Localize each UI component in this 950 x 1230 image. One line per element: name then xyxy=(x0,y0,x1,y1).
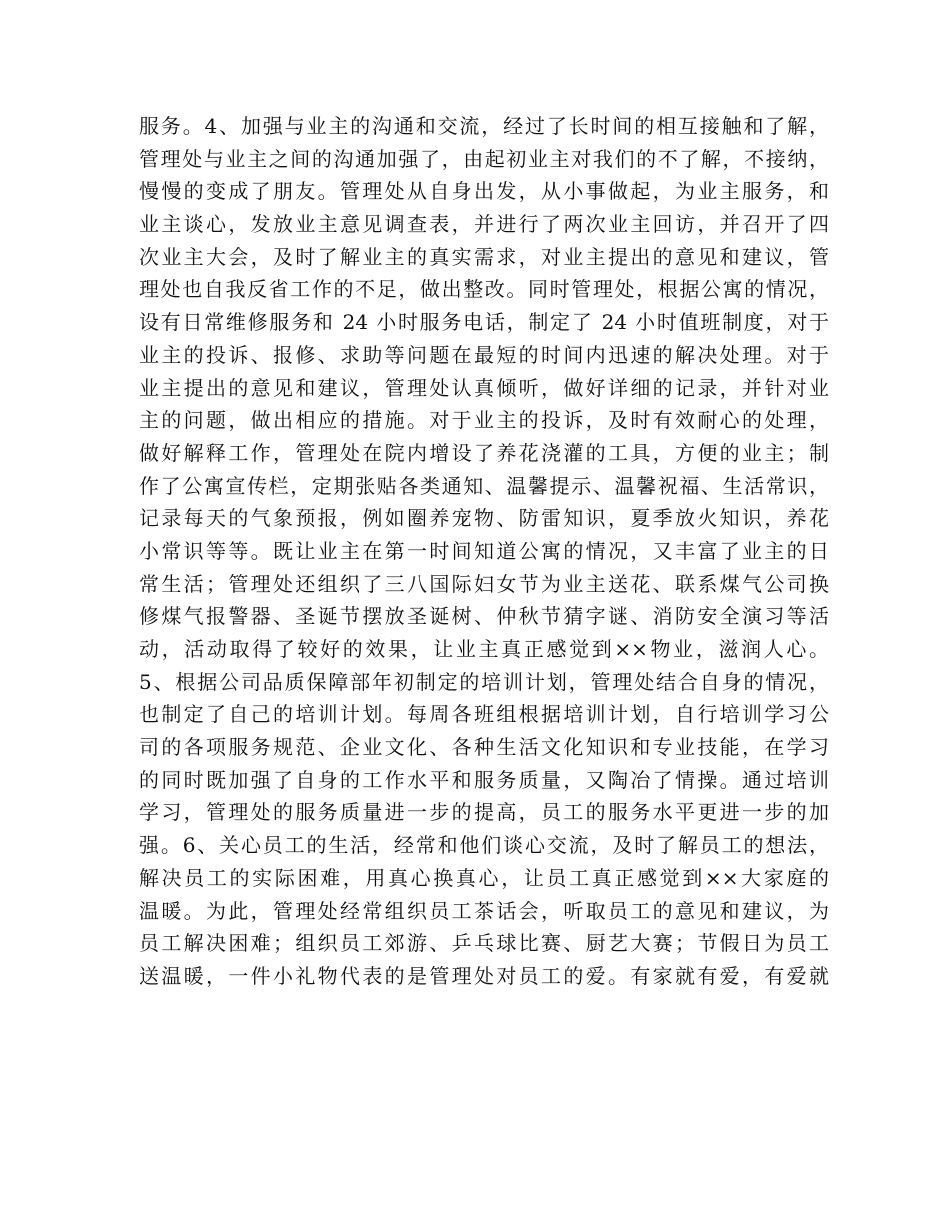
text-line: 温暖。为此，管理处经常组织员工茶话会，听取员工的意见和建议，为 xyxy=(139,898,829,923)
text-line: 业主提出的意见和建议，管理处认真倾听，做好详细的记录，并针对业 xyxy=(139,375,829,400)
text-line: 动，活动取得了较好的效果，让业主真正感觉到××物业，滋润人心。 xyxy=(139,637,829,661)
text-line: 业主谈心，发放业主意见调查表，并进行了两次业主回访，并召开了四 xyxy=(139,212,829,237)
text-line: 强。6、关心员工的生活，经常和他们谈心交流，及时了解员工的想法， xyxy=(139,833,829,858)
text-line: 也制定了自己的培训计划。每周各班组根据培训计划，自行培训学习公 xyxy=(139,702,829,727)
text-line: 学习，管理处的服务质量进一步的提高，员工的服务水平更进一步的加 xyxy=(139,800,829,825)
text-line: 小常识等等。既让业主在第一时间知道公寓的情况，又丰富了业主的日 xyxy=(139,538,829,563)
text-line: 记录每天的气象预报，例如圈养宠物、防雷知识，夏季放火知识，养花 xyxy=(139,506,829,531)
text-line: 次业主大会，及时了解业主的真实需求，对业主提出的意见和建议，管 xyxy=(139,244,829,269)
text-line: 慢慢的变成了朋友。管理处从自身出发，从小事做起，为业主服务，和 xyxy=(139,179,829,204)
text-line: 常生活；管理处还组织了三八国际妇女节为业主送花、联系煤气公司换 xyxy=(139,571,829,596)
text-line: 理处也自我反省工作的不足，做出整改。同时管理处，根据公寓的情况， xyxy=(139,277,829,302)
text-line: 5、根据公司品质保障部年初制定的培训计划，管理处结合自身的情况， xyxy=(139,669,829,694)
text-line: 员工解决困难；组织员工郊游、乒乓球比赛、厨艺大赛；节假日为员工 xyxy=(139,931,829,956)
text-line: 解决员工的实际困难，用真心换真心，让员工真正感觉到××大家庭的 xyxy=(139,865,829,890)
text-line: 服务。4、加强与业主的沟通和交流，经过了长时间的相互接触和了解， xyxy=(139,114,829,138)
text-line: 做好解释工作，管理处在院内增设了养花浇灌的工具，方便的业主；制 xyxy=(139,440,829,465)
text-line: 管理处与业主之间的沟通加强了，由起初业主对我们的不了解，不接纳， xyxy=(139,146,829,171)
text-line: 修煤气报警器、圣诞节摆放圣诞树、仲秋节猜字谜、消防安全演习等活 xyxy=(139,604,829,629)
text-line: 业主的投诉、报修、求助等问题在最短的时间内迅速的解决处理。对于 xyxy=(139,342,829,367)
text-line: 司的各项服务规范、企业文化、各种生活文化知识和专业技能，在学习 xyxy=(139,735,829,760)
text-line: 的同时既加强了自身的工作水平和服务质量，又陶冶了情操。通过培训 xyxy=(139,767,829,792)
text-line: 主的问题，做出相应的措施。对于业主的投诉，及时有效耐心的处理， xyxy=(139,408,829,433)
text-line: 作了公寓宣传栏，定期张贴各类通知、温馨提示、温馨祝福、生活常识， xyxy=(139,473,829,498)
body-text xyxy=(139,110,829,993)
text-line: 送温暖，一件小礼物代表的是管理处对员工的爱。有家就有爱，有爱就 xyxy=(139,963,829,988)
text-line: 设有日常维修服务和 24 小时服务电话，制定了 24 小时值班制度，对于 xyxy=(139,310,829,335)
